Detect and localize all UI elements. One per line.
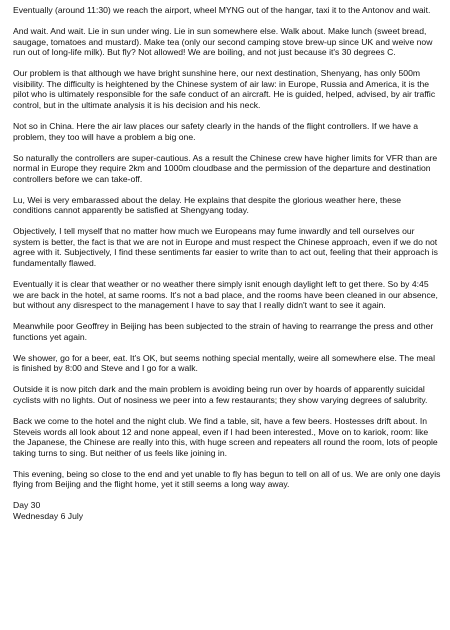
paragraph-objectively: Objectively, I tell myself that no matter how much we Europeans may fume inwardly and tell ourselves our system is better, the fact is that we are not in Europe and must respect the Chinese approach, even if we do not agree with it. Subjectively, I find these sentiments far easier to write than to act out, feeling that their approach is fundamentally flawed. bbox=[13, 226, 438, 269]
paragraph-geoffrey: Meanwhile poor Geoffrey in Beijing has been subjected to the strain of having to rearrange the press and other functions yet again. bbox=[13, 321, 434, 342]
document-page bbox=[13, 5, 441, 521]
paragraph-night-club: Back we come to the hotel and the night club. We find a table, sit, have a few beers. Hostesses drift about. In Steveis words all look about 12 and none appeal, even if I had been interested., Move on to kariok, room: like the Japanese, the Chinese are really into this, with huge screen and repeaters all round the room, lots of people taking turns to sing. But neither of us feels like joining in. bbox=[13, 415, 438, 458]
day-heading: Day 30 bbox=[13, 500, 41, 511]
paragraph-waiting: And wait. And wait. Lie in sun under wing. Lie in sun somewhere else. Walk about. Make lunch (sweet bread, saugage, tomatoes and mustard). Make tea (only our second camping stove brew-up since UK and weive now run out of long-life milk). But fly? Not allowed! We are boiling, and not just because it's 30 degrees C. bbox=[13, 25, 433, 58]
paragraph-lu-wei: Lu, Wei is very embarassed about the delay. He explains that despite the glorious weather here, these conditions cannot apparently be satisfied at Shengyang today. bbox=[13, 194, 402, 216]
paragraph-visibility-problem: Our problem is that although we have bright sunshine here, our next destination, Shenyang, has only 500m visibility. The difficulty is heightened by the Chinese system of air law: in Europe, Russia and America, it is the pilot who is ultimately responsible for the safe conduct of an aircraft. He is guided, helped, advised, by air traffic control, but in the ultimate analysis it is his decision and his neck. bbox=[13, 68, 436, 110]
paragraph-airport: Eventually (around 11:30) we reach the airport, wheel MYNG out of the hangar, taxi it to the Antonov and wait. bbox=[13, 5, 431, 15]
paragraph-outside: Outside it is now pitch dark and the main problem is avoiding being run over by hoards of apparently suicidal cyclists with no lights. Out of nosiness we peer into a few restaurants; they show varying degrees of salubrity. bbox=[13, 384, 428, 405]
paragraph-back-to-hotel: Eventually it is clear that weather or no weather there simply isnit enough daylight left to get there. So by 4:45 we are back in the hotel, at same rooms. It's not a bad place, and the rooms have been cleaned in our absence, but without any disrespect to the management I have to say that I really didn't want to see it again. bbox=[13, 279, 438, 311]
paragraph-controllers: So naturally the controllers are super-cautious. As a result the Chinese crew have higher limits for VFR than are normal in Europe they require 2km and 1000m cloudbase and the permission of the departure and destination controllers before we can take-off. bbox=[13, 152, 438, 184]
date-heading: Wednesday 6 July bbox=[13, 510, 84, 521]
paragraph-evening: This evening, being so close to the end and yet unable to fly has begun to tell on all of us. We are only one dayis flying from Beijing and the flight home, yet it still seems a long way away. bbox=[13, 468, 441, 490]
paragraph-shower: We shower, go for a beer, eat. It's OK, but seems nothing special mentally, weire all somewhere else. The meal is finished by 8:00 and Steve and I go for a walk. bbox=[13, 352, 435, 374]
paragraph-china-air-law: Not so in China. Here the air law places our safety clearly in the hands of the flight controllers. If we have a problem, they too will have a problem a big one. bbox=[13, 120, 419, 142]
